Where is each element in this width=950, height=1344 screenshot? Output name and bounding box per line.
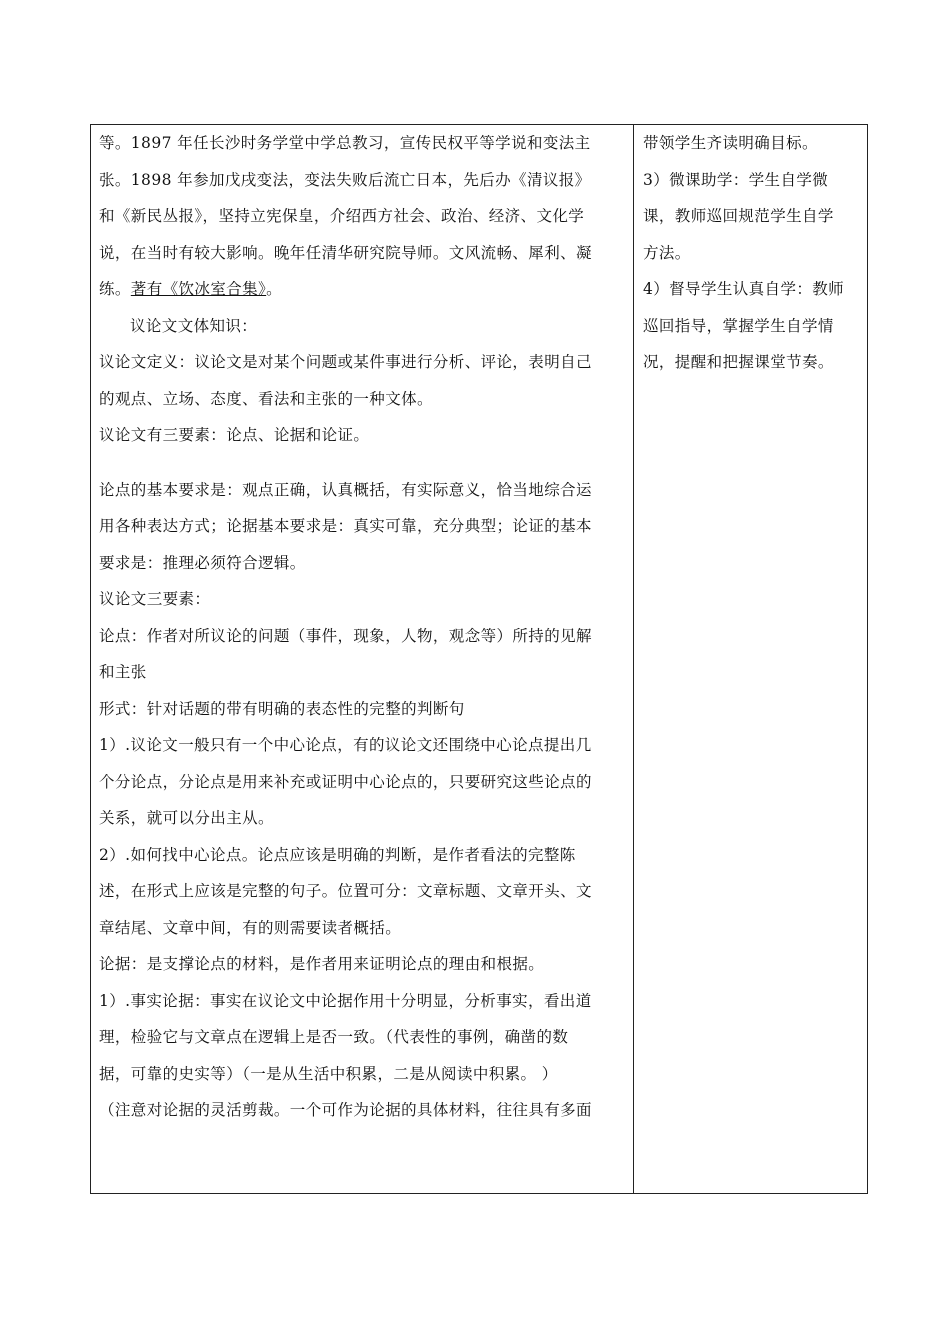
text-line: 1）.议论文一般只有一个中心论点，有的议论文还围绕中心论点提出几 (99, 736, 592, 754)
text-line: 用各种表达方式；论据基本要求是：真实可靠，充分典型；论证的基本 (99, 517, 592, 535)
text-line: 等。1897 年任长沙时务学堂中学总教习，宣传民权平等学说和变法主 (99, 134, 591, 152)
text-line: 和主张 (99, 663, 147, 681)
text-line: 1）.事实论据：事实在议论文中论据作用十分明显，分析事实，看出道 (99, 991, 592, 1010)
teaching-notes-column (643, 125, 861, 381)
note-line: 巡回指导，掌握学生自学情 (643, 316, 834, 335)
text-line: 张。1898 年参加戊戌变法，变法失败后流亡日本，先后办《清议报》 (99, 170, 591, 189)
note-line: 况，提醒和把握课堂节奏。 (643, 353, 834, 371)
column-divider (633, 125, 634, 1193)
text-line: 论点的基本要求是：观点正确，认真概括，有实际意义，恰当地综合运 (99, 480, 592, 499)
text-line: 论点：作者对所议论的问题（事件，现象，人物，观念等）所持的见解 (99, 626, 592, 645)
spacer (99, 454, 627, 472)
text-line: 关系，就可以分出主从。 (99, 809, 274, 827)
text-line: 和《新民丛报》，坚持立宪保皇，介绍西方社会、政治、经济、文化学 (99, 207, 585, 225)
text-segment: 。 (266, 280, 283, 298)
note-line: 3）微课助学：学生自学微 (643, 170, 829, 189)
note-line: 课，教师巡回规范学生自学 (643, 207, 834, 225)
content-column (99, 125, 627, 1129)
note-line: 方法。 (643, 243, 691, 262)
text-line (99, 271, 627, 308)
note-line: 带领学生齐读明确目标。 (643, 134, 818, 152)
text-line: 理，检验它与文章点在逻辑上是否一致。（代表性的事例，确凿的数 (99, 1028, 569, 1046)
works-underlined: 著有《饮冰室合集》 (130, 280, 267, 298)
text-line: 述，在形式上应该是完整的句子。位置可分：文章标题、文章开头、文 (99, 882, 592, 900)
section-heading: 议论文三要素： (99, 590, 211, 608)
text-line: 章结尾、文章中间，有的则需要读者概括。 (99, 918, 402, 937)
text-segment: 练。 (99, 280, 131, 298)
text-line: 形式：针对话题的带有明确的表态性的完整的判断句 (99, 699, 465, 718)
text-line: 的观点、立场、态度、看法和主张的一种文体。 (99, 389, 433, 408)
text-line: 个分论点，分论点是用来补充或证明中心论点的，只要研究这些论点的 (99, 772, 592, 791)
text-line: 议论文有三要素：论点、论据和论证。 (99, 426, 370, 444)
text-line: 议论文定义：议论文是对某个问题或某件事进行分析、评论，表明自己 (99, 353, 592, 371)
text-line: 要求是：推理必须符合逻辑。 (99, 553, 306, 572)
note-line: 4）督导学生认真自学：教师 (643, 280, 845, 298)
text-line: 2）.如何找中心论点。论点应该是明确的判断，是作者看法的完整陈 (99, 845, 576, 864)
lesson-table (90, 124, 868, 1194)
text-line: （注意对论据的灵活剪裁。一个可作为论据的具体材料，往往具有多面 (99, 1101, 592, 1119)
genre-heading: 议论文文体知识： (130, 316, 258, 335)
text-line: 说，在当时有较大影响。晚年任清华研究院导师。文风流畅、犀利、凝 (99, 243, 592, 262)
text-line: 论据：是支撑论点的材料，是作者用来证明论点的理由和根据。 (99, 955, 545, 973)
text-line: 据，可靠的史实等）（一是从生活中积累，二是从阅读中积累。 ） (99, 1064, 558, 1083)
